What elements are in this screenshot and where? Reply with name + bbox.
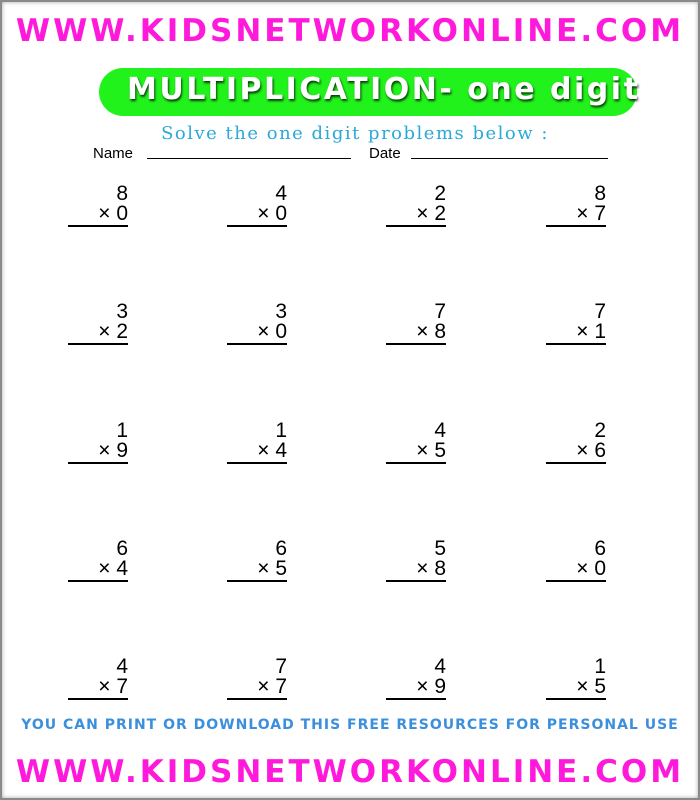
problem-multiplier: × 0 — [227, 204, 287, 227]
problem-item — [227, 302, 287, 345]
site-url-footer[interactable]: WWW.KIDSNETWORKONLINE.COM — [15, 754, 685, 790]
problem-multiplier: × 8 — [386, 322, 446, 345]
worksheet-title: MULTIPLICATION- one digit — [127, 72, 641, 107]
problem-item — [546, 302, 606, 345]
problem-multiplier: × 2 — [386, 204, 446, 227]
problem-multiplier: × 2 — [68, 322, 128, 345]
problem-multiplicand: 1 — [116, 419, 128, 442]
problem-multiplicand: 3 — [116, 300, 128, 323]
problem-item — [386, 539, 446, 582]
problem-item — [546, 184, 606, 227]
problem-multiplier: × 6 — [546, 441, 606, 464]
problem-multiplicand: 6 — [275, 537, 287, 560]
problem-item — [546, 657, 606, 700]
problem-item — [227, 657, 287, 700]
name-field[interactable] — [147, 158, 351, 159]
problem-multiplier: × 0 — [227, 322, 287, 345]
problem-multiplier: × 0 — [546, 559, 606, 582]
problem-multiplicand: 8 — [594, 182, 606, 205]
problem-multiplicand: 4 — [434, 419, 446, 442]
problem-item — [386, 657, 446, 700]
site-url-header[interactable]: WWW.KIDSNETWORKONLINE.COM — [15, 13, 685, 49]
problem-multiplicand: 2 — [434, 182, 446, 205]
problem-multiplicand: 4 — [116, 655, 128, 678]
problem-multiplicand: 4 — [275, 182, 287, 205]
problem-item — [68, 421, 128, 464]
problem-multiplier: × 7 — [227, 677, 287, 700]
problem-item — [546, 421, 606, 464]
problem-multiplicand: 4 — [434, 655, 446, 678]
problem-multiplicand: 1 — [275, 419, 287, 442]
problem-multiplier: × 5 — [546, 677, 606, 700]
problem-multiplier: × 7 — [68, 677, 128, 700]
date-field[interactable] — [411, 158, 608, 159]
problem-item — [386, 184, 446, 227]
problem-item — [68, 184, 128, 227]
problem-multiplicand: 8 — [116, 182, 128, 205]
problem-multiplier: × 8 — [386, 559, 446, 582]
problem-multiplier: × 5 — [386, 441, 446, 464]
problem-item — [68, 539, 128, 582]
problem-multiplicand: 7 — [275, 655, 287, 678]
name-label: Name — [93, 145, 134, 162]
problem-multiplicand: 6 — [594, 537, 606, 560]
problem-item — [227, 184, 287, 227]
problem-item — [227, 421, 287, 464]
problem-multiplier: × 1 — [546, 322, 606, 345]
footer-note: YOU CAN PRINT OR DOWNLOAD THIS FREE RESOURCES FOR PERSONAL USE — [21, 717, 679, 733]
problem-multiplier: × 4 — [227, 441, 287, 464]
problem-multiplicand: 7 — [434, 300, 446, 323]
instructions: Solve the one digit problems below : — [161, 123, 549, 144]
problem-multiplier: × 4 — [68, 559, 128, 582]
problem-item — [546, 539, 606, 582]
problem-multiplicand: 6 — [116, 537, 128, 560]
problem-multiplier: × 9 — [386, 677, 446, 700]
problem-item — [68, 302, 128, 345]
problem-multiplier: × 5 — [227, 559, 287, 582]
problem-item — [68, 657, 128, 700]
problem-item — [227, 539, 287, 582]
problem-multiplier: × 9 — [68, 441, 128, 464]
problem-multiplicand: 2 — [594, 419, 606, 442]
problem-multiplicand: 3 — [275, 300, 287, 323]
problem-multiplier: × 0 — [68, 204, 128, 227]
problem-item — [386, 421, 446, 464]
problem-multiplicand: 7 — [594, 300, 606, 323]
date-label: Date — [369, 145, 401, 162]
problem-multiplier: × 7 — [546, 204, 606, 227]
problem-multiplicand: 5 — [434, 537, 446, 560]
problem-multiplicand: 1 — [594, 655, 606, 678]
problem-item — [386, 302, 446, 345]
